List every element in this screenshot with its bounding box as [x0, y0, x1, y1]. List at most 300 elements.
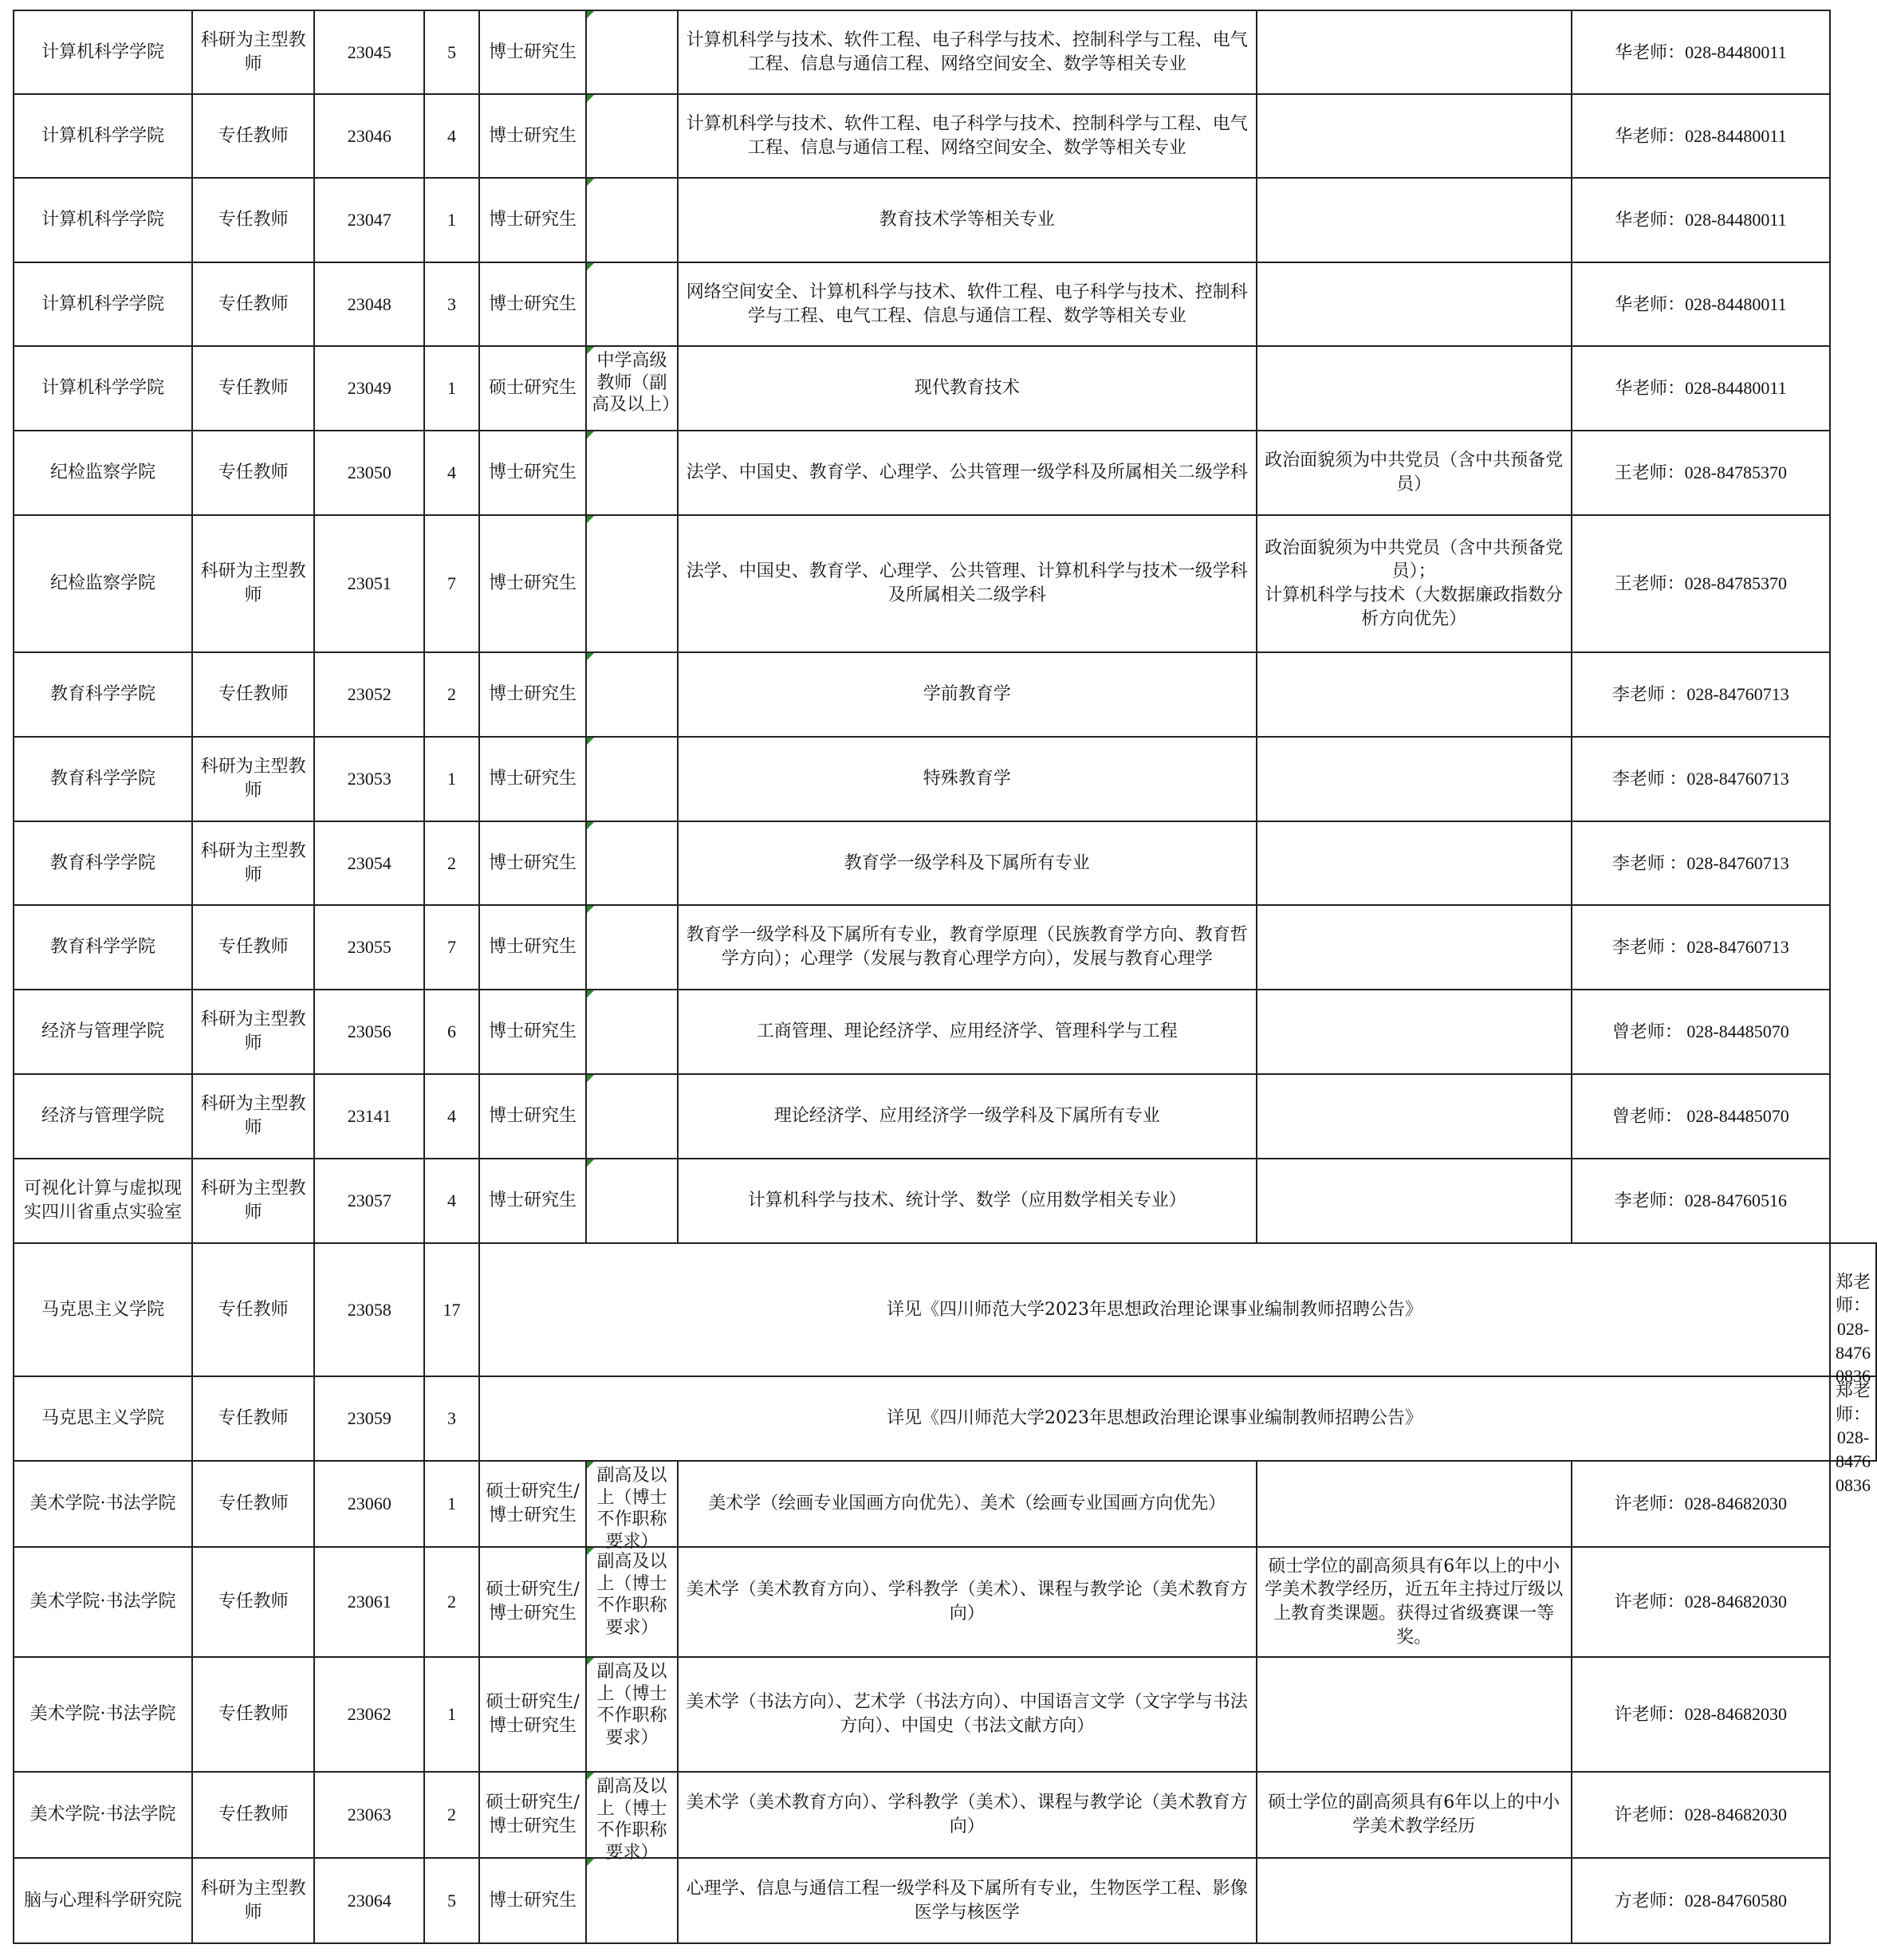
cell-unit [14, 1461, 192, 1547]
cell-count [424, 346, 479, 431]
cell-count-text: 4 [447, 462, 456, 483]
cell-other-requirement-text: 硕士学位的副高须具有6年以上的中小学美术教学经历，近五年主持过厅级以上教育类课题。获得过省级赛课一等奖。 [1265, 1556, 1564, 1647]
cell-post-type-text: 专任教师 [218, 1592, 289, 1612]
cell-post-type [192, 1657, 314, 1772]
table-row [14, 990, 1876, 1074]
cell-unit [14, 1772, 192, 1858]
cell-post-code [314, 652, 424, 737]
cell-major-text: 学前教育学 [923, 684, 1011, 705]
cell-count-text: 2 [447, 852, 456, 873]
recruitment-table [13, 10, 1877, 1944]
cell-major-text: 特殊教育学 [923, 769, 1011, 789]
cell-count [424, 1858, 479, 1943]
cell-count-text: 2 [447, 684, 456, 705]
cell-major-text: 教育学一级学科及下属所有专业 [844, 852, 1090, 873]
cell-degree [479, 905, 586, 990]
cell-count-text: 7 [447, 573, 456, 594]
cell-title-requirement [586, 94, 678, 178]
cell-major [678, 1074, 1257, 1159]
cell-unit-text: 马克思主义学院 [41, 1299, 164, 1320]
cell-unit [14, 905, 192, 990]
cell-contact [1830, 1243, 1876, 1387]
cell-post-type [192, 346, 314, 431]
cell-contact-text: 许老师：028-84682030 [1614, 1704, 1787, 1725]
cell-degree [479, 1547, 586, 1657]
cell-post-type-text: 科研为主型教师 [200, 561, 306, 605]
cell-count [424, 652, 479, 737]
cell-post-code [314, 1159, 424, 1243]
cell-degree-text: 硕士研究生/博士研究生 [486, 1793, 580, 1836]
cell-other-requirement [1257, 94, 1572, 178]
cell-post-type-text: 专任教师 [218, 1494, 289, 1514]
cell-degree [479, 737, 586, 821]
cell-post-code-text: 23061 [347, 1592, 392, 1612]
cell-post-type-text: 科研为主型教师 [200, 1094, 306, 1138]
cell-degree [479, 1159, 586, 1243]
cell-other-requirement [1257, 1074, 1572, 1159]
cell-unit-text: 教育科学学院 [49, 852, 155, 873]
cell-contact [1572, 431, 1830, 515]
cell-degree [479, 1772, 586, 1858]
cell-post-code [314, 10, 424, 94]
cell-post-type-text: 专任教师 [218, 1408, 289, 1429]
cell-degree-text: 博士研究生 [489, 852, 577, 873]
cell-contact [1572, 821, 1830, 905]
cell-contact [1572, 905, 1830, 990]
cell-major [678, 431, 1257, 515]
cell-contact [1572, 652, 1830, 737]
cell-count-text: 17 [443, 1299, 461, 1320]
cell-major [678, 821, 1257, 905]
cell-count [424, 1772, 479, 1858]
cell-other-requirement [1257, 178, 1572, 262]
cell-title-requirement [586, 1547, 678, 1657]
cell-other-requirement-text: 硕士学位的副高须具有6年以上的中小学美术教学经历 [1268, 1793, 1560, 1836]
cell-count [424, 1243, 479, 1376]
cell-other-requirement [1257, 10, 1572, 94]
cell-count-text: 6 [447, 1021, 456, 1042]
cell-post-type-text: 专任教师 [218, 210, 289, 230]
cell-major-text: 美术学（绘画专业国画方向优先）、美术（绘画专业国画方向优先） [708, 1494, 1226, 1514]
cell-major [678, 1772, 1257, 1858]
cell-post-code [314, 515, 424, 652]
cell-title-requirement [586, 1074, 678, 1159]
cell-major-text: 计算机科学与技术、软件工程、电子科学与技术、控制科学与工程、电气工程、信息与通信工程、网络空间安全、数学等相关专业 [686, 113, 1248, 158]
cell-title-requirement-text: 副高及以上（博士不作职称要求） [596, 1662, 667, 1748]
cell-contact [1572, 10, 1830, 94]
cell-post-type [192, 1074, 314, 1159]
cell-major-text: 美术学（美术教育方向）、学科教学（美术）、课程与教学论（美术教育方向） [686, 1580, 1248, 1623]
cell-contact-text: 李老师：028-84760516 [1614, 1191, 1787, 1211]
cell-major-text: 法学、中国史、教育学、心理学、公共管理一级学科及所属相关二级学科 [686, 462, 1248, 483]
cell-degree-text: 博士研究生 [489, 125, 577, 146]
cell-post-code [314, 1243, 424, 1376]
cell-degree [479, 515, 586, 652]
cell-degree [479, 1657, 586, 1772]
cell-contact [1572, 1858, 1830, 1943]
cell-major-text: 网络空间安全、计算机科学与技术、软件工程、电子科学与技术、控制科学与工程、电气工程、信息与通信工程、数学等相关专业 [686, 281, 1248, 326]
cell-other-requirement [1257, 821, 1572, 905]
cell-post-code [314, 346, 424, 431]
cell-contact-text: 李老师 ：028-84760713 [1611, 852, 1789, 873]
cell-post-code [314, 262, 424, 346]
cell-major-text: 心理学、信息与通信工程一级学科及下属所有专业，生物医学工程、影像医学与核医学 [686, 1878, 1248, 1923]
cell-major [678, 10, 1257, 94]
cell-major [678, 94, 1257, 178]
cell-contact [1572, 1547, 1830, 1657]
cell-post-code [314, 178, 424, 262]
cell-title-requirement [586, 905, 678, 990]
cell-title-requirement [586, 1858, 678, 1943]
cell-major [678, 1461, 1257, 1547]
cell-degree [479, 262, 586, 346]
cell-post-code [314, 431, 424, 515]
cell-count-text: 1 [447, 1704, 456, 1725]
cell-count [424, 737, 479, 821]
cell-contact-text: 王老师：028-84785370 [1614, 462, 1787, 483]
cell-major [678, 990, 1257, 1074]
cell-post-type [192, 1461, 314, 1547]
cell-unit-text: 马克思主义学院 [41, 1408, 164, 1429]
cell-contact-text: 华老师：028-84480011 [1615, 41, 1787, 62]
table-row [14, 1657, 1876, 1772]
cell-unit [14, 1547, 192, 1657]
cell-unit-text: 可视化计算与虚拟现实四川省重点实验室 [23, 1179, 182, 1222]
cell-degree-text: 博士研究生 [489, 41, 577, 62]
cell-post-code [314, 1074, 424, 1159]
cell-major [678, 737, 1257, 821]
cell-count [424, 262, 479, 346]
cell-contact-text: 华老师：028-84480011 [1615, 293, 1787, 314]
cell-contact-text: 许老师：028-84682030 [1614, 1494, 1787, 1514]
cell-unit-text: 经济与管理学院 [41, 1021, 164, 1042]
cell-contact-text: 方老师：028-84760580 [1614, 1890, 1787, 1911]
cell-post-type [192, 262, 314, 346]
cell-unit-text: 计算机科学学院 [41, 125, 164, 146]
cell-degree-text: 博士研究生 [489, 684, 577, 705]
cell-unit-text: 经济与管理学院 [41, 1106, 164, 1127]
cell-post-code [314, 1858, 424, 1943]
cell-merged-note [479, 1376, 1830, 1461]
cell-major [678, 652, 1257, 737]
cell-major [678, 1657, 1257, 1772]
cell-contact-text: 曾老师： 028-84485070 [1611, 1106, 1789, 1127]
cell-post-code-text: 23050 [347, 462, 392, 483]
cell-post-code [314, 1547, 424, 1657]
cell-post-code [314, 1772, 424, 1858]
cell-count-text: 4 [447, 1191, 456, 1211]
cell-unit-text: 纪检监察学院 [49, 573, 155, 594]
cell-count-text: 4 [447, 1106, 456, 1127]
cell-unit [14, 737, 192, 821]
table-row [14, 346, 1876, 431]
table-row [14, 1074, 1876, 1159]
cell-title-requirement [586, 821, 678, 905]
cell-count [424, 1376, 479, 1461]
cell-unit-text: 计算机科学学院 [41, 210, 164, 230]
cell-post-code-text: 23060 [347, 1494, 392, 1514]
cell-post-code [314, 821, 424, 905]
cell-degree [479, 178, 586, 262]
table-row [14, 431, 1876, 515]
cell-merged-note-text: 详见《四川师范大学2023年思想政治理论课事业编制教师招聘公告》 [887, 1408, 1423, 1429]
cell-other-requirement [1257, 262, 1572, 346]
cell-post-type [192, 737, 314, 821]
cell-unit-text: 教育科学学院 [49, 684, 155, 705]
cell-degree-text: 博士研究生 [489, 1890, 577, 1911]
cell-degree-text: 博士研究生 [489, 1021, 577, 1042]
cell-major-text: 教育学一级学科及下属所有专业，教育学原理（民族教育学方向、教育哲学方向）；心理学（发展与教育心理学方向），发展与教育心理学 [686, 925, 1248, 969]
cell-contact-text: 许老师：028-84682030 [1614, 1805, 1787, 1825]
cell-major [678, 1159, 1257, 1243]
cell-post-type-text: 科研为主型教师 [200, 1179, 306, 1222]
cell-contact [1572, 262, 1830, 346]
cell-count-text: 2 [447, 1805, 456, 1825]
cell-post-type-text: 科研为主型教师 [200, 1010, 306, 1053]
cell-other-requirement [1257, 1461, 1572, 1547]
cell-title-requirement [586, 1772, 678, 1863]
cell-title-requirement [586, 990, 678, 1074]
cell-major-text: 理论经济学、应用经济学一级学科及下属所有专业 [773, 1106, 1160, 1127]
cell-title-requirement [586, 1657, 678, 1772]
cell-post-code-text: 23057 [347, 1191, 392, 1211]
cell-count [424, 10, 479, 94]
cell-post-type [192, 905, 314, 990]
cell-degree [479, 346, 586, 431]
cell-post-code-text: 23063 [347, 1805, 392, 1825]
cell-post-type-text: 专任教师 [218, 937, 289, 958]
cell-unit [14, 178, 192, 262]
cell-post-type-text: 科研为主型教师 [200, 1878, 306, 1923]
cell-post-type-text: 专任教师 [218, 125, 289, 146]
cell-count [424, 178, 479, 262]
cell-contact [1572, 94, 1830, 178]
cell-post-type [192, 1243, 314, 1376]
cell-contact-text: 郑老师：028-84760836 [1836, 1271, 1871, 1387]
cell-degree-text: 博士研究生 [489, 937, 577, 958]
cell-post-code-text: 23141 [347, 1106, 392, 1127]
cell-degree-text: 硕士研究生/博士研究生 [486, 1692, 580, 1736]
cell-major [678, 346, 1257, 431]
cell-major-text: 现代教育技术 [914, 378, 1020, 399]
cell-unit [14, 262, 192, 346]
cell-post-type [192, 515, 314, 652]
cell-unit-text: 教育科学学院 [49, 937, 155, 958]
cell-count [424, 1074, 479, 1159]
cell-unit [14, 821, 192, 905]
cell-title-requirement-text: 副高及以上（博士不作职称要求） [596, 1552, 667, 1638]
cell-post-code-text: 23058 [347, 1299, 392, 1320]
cell-degree-text: 博士研究生 [489, 573, 577, 594]
cell-degree [479, 1858, 586, 1943]
cell-post-type [192, 1376, 314, 1461]
cell-major-text: 法学、中国史、教育学、心理学、公共管理、计算机科学与技术一级学科及所属相关二级学科 [686, 561, 1248, 605]
cell-degree [479, 821, 586, 905]
cell-contact-text: 曾老师： 028-84485070 [1611, 1021, 1789, 1042]
cell-major [678, 262, 1257, 346]
cell-degree-text: 硕士研究生/博士研究生 [486, 1482, 580, 1525]
cell-title-requirement [586, 1159, 678, 1243]
cell-unit [14, 10, 192, 94]
table-row [14, 1376, 1876, 1461]
cell-degree [479, 10, 586, 94]
cell-contact-text: 李老师 ：028-84760713 [1611, 937, 1789, 958]
cell-other-requirement [1257, 1858, 1572, 1943]
cell-other-requirement [1257, 1657, 1572, 1772]
cell-count-text: 1 [447, 378, 456, 399]
table-row [14, 1772, 1876, 1858]
cell-title-requirement [586, 652, 678, 737]
cell-major [678, 515, 1257, 652]
cell-post-code-text: 23051 [347, 573, 392, 594]
table-row [14, 1858, 1876, 1943]
cell-post-type-text: 科研为主型教师 [200, 840, 306, 885]
cell-major-text: 美术学（美术教育方向）、学科教学（美术）、课程与教学论（美术教育方向） [686, 1793, 1248, 1836]
cell-other-requirement [1257, 905, 1572, 990]
cell-degree [479, 1074, 586, 1159]
cell-count-text: 3 [447, 1408, 456, 1429]
cell-other-requirement [1257, 737, 1572, 821]
cell-degree-text: 博士研究生 [489, 1106, 577, 1127]
table-row [14, 262, 1876, 346]
cell-count-text: 5 [447, 1890, 456, 1911]
cell-contact [1572, 178, 1830, 262]
cell-major [678, 1858, 1257, 1943]
cell-post-type [192, 10, 314, 94]
cell-post-type-text: 科研为主型教师 [200, 30, 306, 74]
cell-contact [1572, 1159, 1830, 1243]
cell-merged-note [479, 1243, 1830, 1376]
cell-unit-text: 计算机科学学院 [41, 293, 164, 314]
cell-post-code-text: 23055 [347, 937, 392, 958]
cell-title-requirement [586, 737, 678, 821]
cell-count-text: 1 [447, 1494, 456, 1514]
cell-count-text: 4 [447, 125, 456, 146]
cell-post-code-text: 23052 [347, 684, 392, 705]
cell-post-code-text: 23054 [347, 852, 392, 873]
cell-post-code [314, 737, 424, 821]
cell-other-requirement [1257, 346, 1572, 431]
table-row [14, 94, 1876, 178]
cell-contact [1572, 1657, 1830, 1772]
cell-contact [1572, 1074, 1830, 1159]
cell-unit-text: 计算机科学学院 [41, 41, 164, 62]
cell-unit [14, 652, 192, 737]
cell-degree-text: 硕士研究生/博士研究生 [486, 1580, 580, 1623]
cell-contact-text: 李老师 ：028-84760713 [1611, 684, 1789, 705]
cell-unit-text: 计算机科学学院 [41, 378, 164, 399]
cell-post-code-text: 23047 [347, 210, 392, 230]
cell-count [424, 990, 479, 1074]
cell-other-requirement [1257, 1772, 1572, 1858]
cell-unit [14, 94, 192, 178]
cell-major-text: 工商管理、理论经济学、应用经济学、管理科学与工程 [756, 1021, 1178, 1042]
cell-count [424, 431, 479, 515]
cell-unit [14, 1243, 192, 1376]
cell-contact-text: 华老师：028-84480011 [1615, 378, 1787, 399]
cell-other-requirement [1257, 652, 1572, 737]
cell-contact-text: 许老师：028-84682030 [1614, 1592, 1787, 1612]
table-row [14, 1547, 1876, 1657]
cell-post-type [192, 178, 314, 262]
cell-unit-text: 美术学院·书法学院 [30, 1805, 176, 1825]
cell-post-type-text: 专任教师 [218, 462, 289, 483]
cell-degree-text: 博士研究生 [489, 769, 577, 789]
cell-unit [14, 515, 192, 652]
cell-title-requirement [586, 346, 678, 431]
cell-contact [1572, 515, 1830, 652]
table-row [14, 1461, 1876, 1547]
cell-contact-text: 华老师：028-84480011 [1615, 210, 1787, 230]
cell-count-text: 1 [447, 210, 456, 230]
cell-degree-text: 博士研究生 [489, 462, 577, 483]
cell-degree-text: 博士研究生 [489, 210, 577, 230]
cell-count [424, 1461, 479, 1547]
table-row [14, 1159, 1876, 1243]
cell-title-requirement [586, 262, 678, 346]
cell-post-type-text: 专任教师 [218, 378, 289, 399]
cell-post-code-text: 23064 [347, 1890, 392, 1911]
cell-major [678, 178, 1257, 262]
cell-title-requirement-text: 副高及以上（博士不作职称要求） [596, 1777, 667, 1863]
table-row [14, 515, 1876, 652]
cell-post-type [192, 1858, 314, 1943]
cell-post-code-text: 23046 [347, 125, 392, 146]
table-row [14, 10, 1876, 94]
cell-unit-text: 教育科学学院 [49, 769, 155, 789]
table-row [14, 652, 1876, 737]
cell-unit-text: 美术学院·书法学院 [30, 1494, 176, 1514]
cell-contact [1572, 1772, 1830, 1858]
cell-post-type-text: 专任教师 [218, 1704, 289, 1725]
cell-post-code [314, 990, 424, 1074]
cell-degree [479, 431, 586, 515]
cell-count [424, 905, 479, 990]
cell-unit [14, 431, 192, 515]
cell-count-text: 3 [447, 293, 456, 314]
cell-contact-text: 王老师：028-84785370 [1614, 573, 1787, 594]
cell-post-code [314, 1461, 424, 1547]
cell-title-requirement [586, 515, 678, 652]
cell-unit-text: 美术学院·书法学院 [30, 1592, 176, 1612]
cell-contact [1572, 1461, 1830, 1547]
cell-contact-text: 华老师：028-84480011 [1615, 125, 1787, 146]
cell-title-requirement [586, 178, 678, 262]
cell-other-requirement-text: 政治面貌须为中共党员（含中共预备党员）； 计算机科学与技术（大数据廉政指数分析方向优先） [1265, 537, 1564, 629]
table-row [14, 821, 1876, 905]
cell-unit [14, 990, 192, 1074]
cell-count-text: 1 [447, 769, 456, 789]
cell-count [424, 1159, 479, 1243]
cell-major [678, 1547, 1257, 1657]
cell-contact [1572, 737, 1830, 821]
cell-post-type-text: 科研为主型教师 [200, 757, 306, 801]
cell-unit [14, 1074, 192, 1159]
cell-unit [14, 1858, 192, 1943]
cell-title-requirement-text: 副高及以上（博士不作职称要求） [596, 1466, 667, 1552]
cell-post-code-text: 23045 [347, 41, 392, 62]
cell-post-type [192, 821, 314, 905]
cell-degree-text: 博士研究生 [489, 1191, 577, 1211]
cell-major-text: 美术学（书法方向）、艺术学（书法方向）、中国语言文学（文字学与书法方向）、中国史（书法文献方向） [686, 1692, 1248, 1736]
cell-degree [479, 94, 586, 178]
cell-count [424, 1657, 479, 1772]
cell-post-code [314, 94, 424, 178]
cell-post-type [192, 1159, 314, 1243]
cell-count-text: 7 [447, 937, 456, 958]
cell-merged-note-text: 详见《四川师范大学2023年思想政治理论课事业编制教师招聘公告》 [887, 1299, 1423, 1320]
cell-other-requirement [1257, 990, 1572, 1074]
